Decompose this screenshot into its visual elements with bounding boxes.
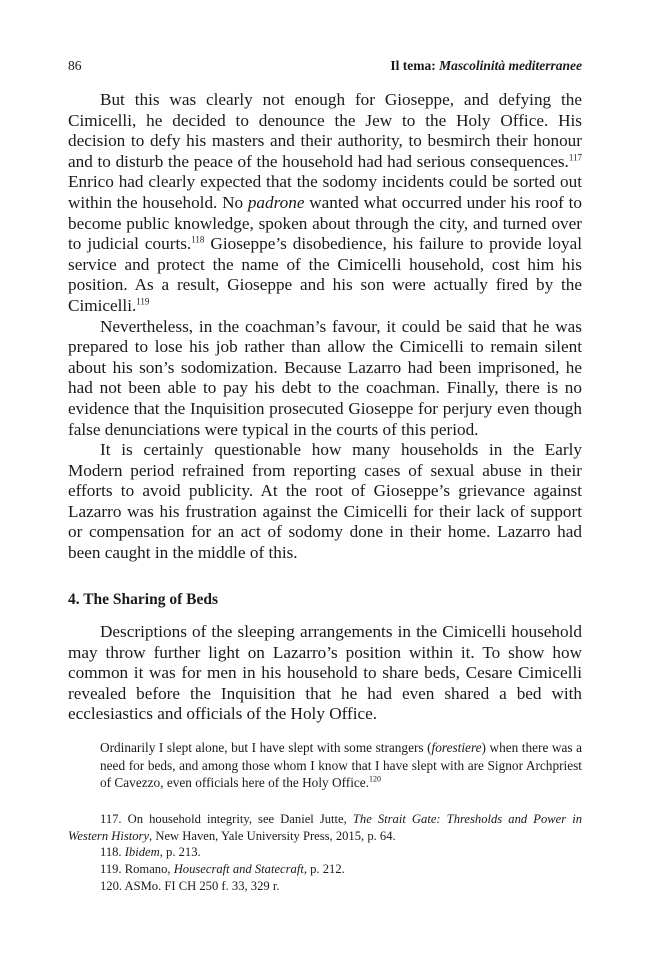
footnote-120: 120. ASMo. FI CH 250 f. 33, 329 r. xyxy=(100,878,280,893)
section-body xyxy=(68,622,582,725)
footnote-117-text-b: , New Haven, Yale University Press, 2015, p. 64. xyxy=(149,828,396,843)
footnote-119-text-b: , p. 212. xyxy=(303,862,345,877)
paragraph-2: Nevertheless, in the coachman’s favour, it could be said that he was prepared to lose his job rather than allow the Cimicelli to remain silent about his son’s sodomization. Because Lazarro had been imprisoned, he had not been able to pay his debt to the coachman. Finally, there is no evidence that the Inquisition prosecuted Gioseppe for perjury even though false denunciations were typical in the courts of this period. xyxy=(68,316,582,439)
footnote-119 xyxy=(68,861,582,878)
footnote-118 xyxy=(68,844,582,861)
footnote-ref-120: 120 xyxy=(369,774,382,784)
section-heading: 4. The Sharing of Beds xyxy=(68,591,219,608)
running-title-italic: Mascolinità mediterranee xyxy=(439,58,582,73)
footnote-117-italic: The Strait Gate: Thresholds and Power in Western History xyxy=(68,812,583,843)
quote-text-b: ) when there was a need for beds, and among those whom I know that I have slept with are Signor Archpriest of Cavezzo, even officials here of the Holy Office. xyxy=(100,739,582,791)
footnotes xyxy=(68,811,582,895)
footnote-119-italic: Housecraft and Statecraft xyxy=(173,862,304,877)
paragraph-3: It is certainly questionable how many households in the Early Modern period refrained from reporting cases of sexual abuse in their efforts to avoid publicity. At the root of Gioseppe’s grievance against Lazarro was his frustration against the Cimicelli for their lack of support or compensation for an act of sodomy done in their home. Lazarro had been caught in the middle of this. xyxy=(68,440,582,563)
paragraph-1-text-a: But this was clearly not enough for Gioseppe, and defying the Cimicelli, he decided to denounce the Jew to the Holy Office. His decision to defy his masters and their authority, to besmirch their honour and to disturb the peace of the household had had serious consequences. xyxy=(68,90,582,171)
paragraph-1-italic-padrone: padrone xyxy=(247,192,305,212)
running-header xyxy=(68,58,582,74)
paragraph-4: Descriptions of the sleeping arrangements in the Cimicelli household may throw further light on Lazarro’s position within it. To show how common it was for men in his household to share beds, Cesare Cimicelli revealed before the Inquisition that he had even shared a bed with ecclesiastics and officials of the Holy Office. xyxy=(68,622,582,724)
main-text xyxy=(68,90,582,564)
footnote-117 xyxy=(68,811,582,844)
running-title-prefix: Il tema: xyxy=(390,58,436,73)
footnote-ref-118: 118 xyxy=(191,234,205,245)
footnote-118-text-b: , p. 213. xyxy=(159,845,201,860)
section-sharing-of-beds xyxy=(68,590,582,792)
running-title xyxy=(390,58,582,74)
quote-italic-forestiere: forestiere xyxy=(431,739,482,755)
footnote-117-text-a: 117. On household integrity, see Daniel Jutte, xyxy=(100,812,353,826)
paragraph-1 xyxy=(68,90,582,317)
footnote-118-text-a: 118. xyxy=(100,845,125,860)
paragraph-1-text-d: Gioseppe’s disobedience, his failure to provide loyal service and protect the name of the Cimicelli household, cost him his position. As a result, Gioseppe and his son were actually fired by the Cimicelli. xyxy=(68,234,582,315)
quote-text-a: Ordinarily I slept alone, but I have slept with some strangers ( xyxy=(100,739,432,755)
footnote-ref-119: 119 xyxy=(136,296,150,307)
paragraph-1-text-c: wanted what occurred under his roof to become public knowledge, spoken about through the city, and turned over to judicial courts. xyxy=(68,192,582,254)
paragraph-1-text-b: Enrico had clearly expected that the sodomy incidents could be sorted out within the household. No xyxy=(68,172,582,212)
page-number: 86 xyxy=(68,58,82,73)
block-quote xyxy=(100,739,582,792)
footnote-119-text-a: 119. Romano, xyxy=(100,862,174,877)
footnote-ref-117: 117 xyxy=(568,152,582,163)
footnote-118-italic: Ibidem xyxy=(124,845,160,860)
